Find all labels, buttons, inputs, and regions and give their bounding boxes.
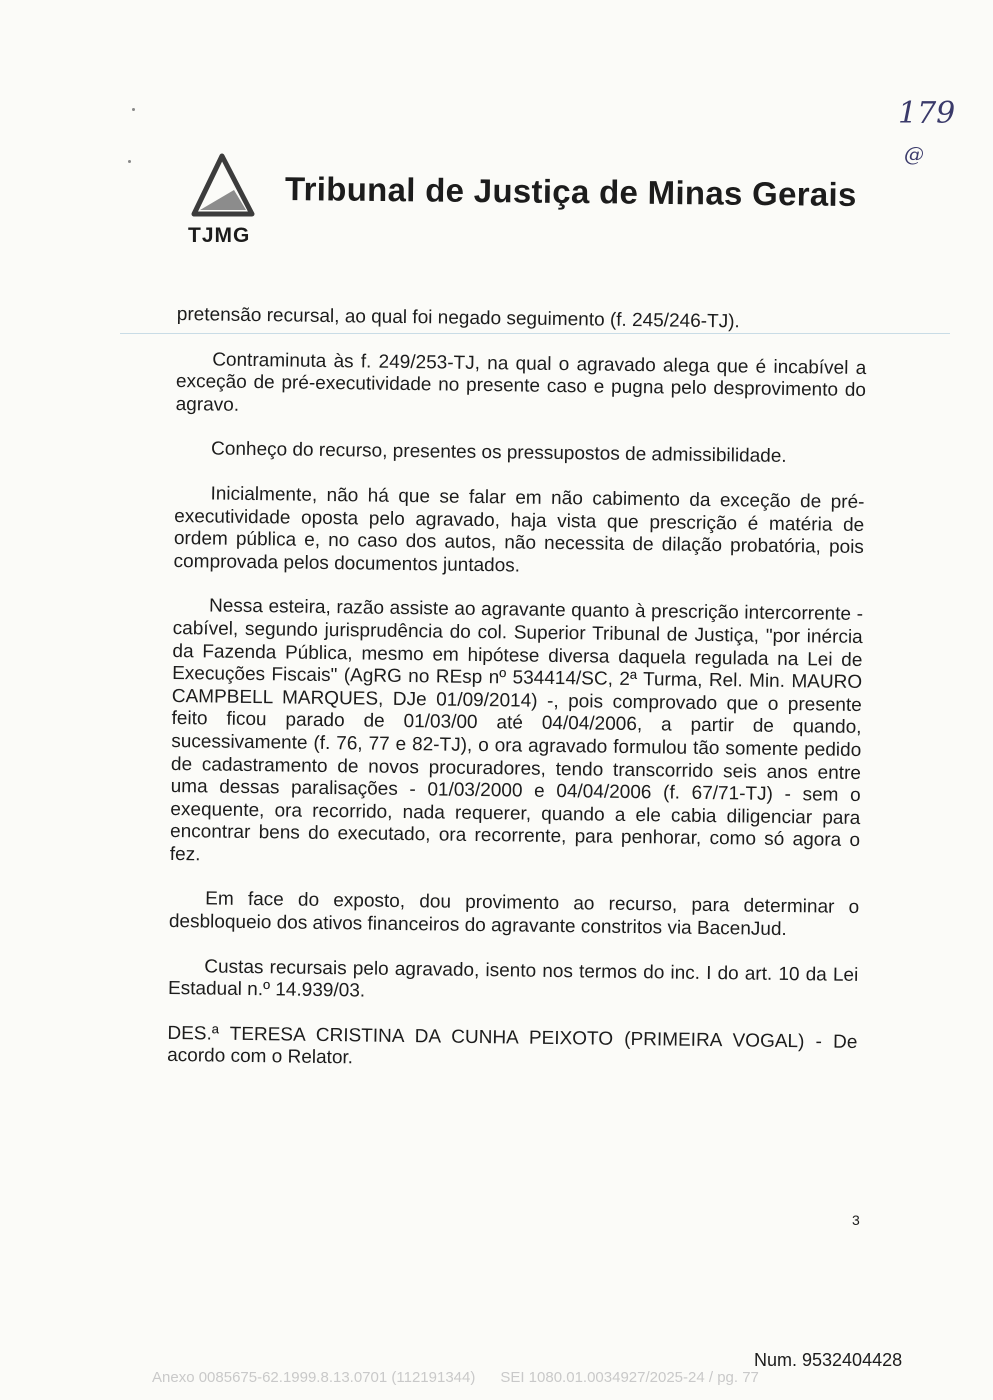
paragraph: Inicialmente, não há que se falar em não cabimento da exceção de pré-executividade oposta pelo agravado, haja vista que prescrição é matéria de ordem pública e, no caso dos autos, não necessita de dilação probatória, pois comprovada pelos documentos juntados. bbox=[173, 483, 865, 577]
scan-speck bbox=[132, 108, 135, 111]
logo-text: TJMG bbox=[188, 224, 251, 247]
paragraph: Contraminuta às f. 249/253-TJ, na qual o agravado alega que é incabível a exceção de pré-executividade no presente caso e pugna pelo desprovimento do agravo. bbox=[175, 349, 867, 416]
paragraph: Nessa esteira, razão assiste ao agravante quanto à prescrição intercorrente - cabível, segundo jurisprudência do col. Superior Tribunal de Justiça, "por inércia da Fazenda Pública, mesmo em hipótese diversa daquela regulada na Lei de Execuções Fiscais" (AgRG no REsp nº 534414/SC, 2ª Turma, Rel. Min. MAURO CAMPBELL MARQUES, DJe 01/09/2014) -, pois comprovado que o presente feito ficou parado de 01/03/00 até 04/04/2006, a partir de quando, sucessivamente (f. 76, 77 e 82-TJ), o ora agravado formulou tão somente pedido de cadastramento de novos procuradores, tendo transcorrido seis anos entre uma dessas paralisações - 01/03/2000 e 04/04/2006 (f. 67/71-TJ) - sem o exequente, ora recorrido, nada requerer, quando a ele cabia diligenciar para encontrar bens do executado, ora recorrente, para penhorar, como só agora o fez. bbox=[169, 595, 864, 866]
paragraph: Custas recursais pelo agravado, isento nos termos do inc. I do art. 10 da Lei Estadual n.º 14.939/03. bbox=[167, 956, 859, 1002]
paragraph: Conheço do recurso, presentes os pressupostos de admissibilidade. bbox=[210, 438, 787, 468]
document-body bbox=[167, 304, 867, 1099]
document-number: Num. 9532404428 bbox=[754, 1350, 903, 1370]
paragraph: Em face do exposto, dou provimento ao recurso, para determinar o desbloqueio dos ativos financeiros do agravante constritos via BacenJud. bbox=[168, 888, 860, 941]
court-title: Tribunal de Justiça de Minas Gerais bbox=[284, 170, 857, 213]
page-number: 3 bbox=[852, 1212, 860, 1228]
paragraph: DES.ª TERESA CRISTINA DA CUNHA PEIXOTO (PRIMEIRA VOGAL) - De acordo com o Relator. bbox=[167, 1022, 858, 1069]
triangle-logo-icon bbox=[190, 152, 256, 218]
folio-mark: @ bbox=[904, 142, 924, 166]
folio-number: 179 bbox=[898, 96, 956, 131]
scan-speck bbox=[128, 160, 131, 163]
paragraph: pretensão recursal, ao qual foi negado seguimento (f. 245/246-TJ). bbox=[176, 304, 740, 333]
footer-annotation: Anexo 0085675-62.1999.8.13.0701 (112191344) SEI 1080.01.0034927/2025-24 / pg. 77 bbox=[152, 1369, 759, 1386]
tjmg-logo bbox=[178, 152, 268, 252]
